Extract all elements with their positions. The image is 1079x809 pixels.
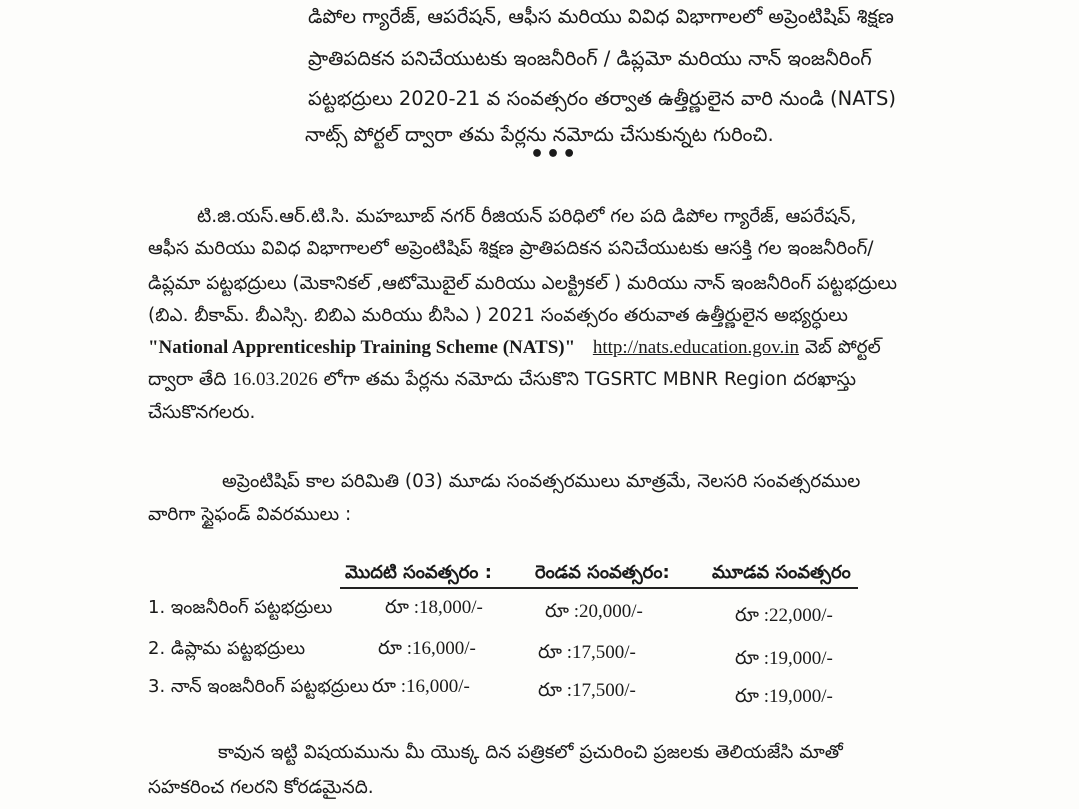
stipend-year-1: రూ :16,000/- (372, 676, 470, 697)
web-portal-text: వెబ్ పోర్టల్ (804, 337, 881, 358)
header-underline (340, 587, 858, 589)
para2-line-1: అప్రెంటిషిప్ కాల పరిమితి (03) మూడు సంవత్సరములు మాత్రమే, నెలసరి సంవత్సరముల (222, 471, 861, 492)
closing-line-1: కావున ఇట్టి విషయమును మీ యొక్క దిన పత్రికలో ప్రచురించి ప్రజలకు తెలియజేసి మాతో (218, 742, 843, 763)
stipend-year-1: రూ :18,000/- (385, 597, 483, 618)
through-date-label: ద్వారా తేది (148, 369, 227, 390)
para1-line-1: టి.జి.యస్.ఆర్.టి.సి. మహబూబ్ నగర్ రీజియన్ పరిధిలో గల పది డిపోల గ్యారేజ్, ఆపరేషన్, (197, 206, 857, 227)
stipend-year-2: రూ :20,000/- (545, 601, 643, 622)
para1-line-3: డిప్లమా పట్టభద్రులు (మెకానికల్ ,ఆటోమొబైల్ మరియు ఎలక్ట్రికల్ ) మరియు నాన్ ఇంజనీరింగ్ పట్టభద్రులు (148, 273, 898, 294)
header-second-year: రెండవ సంవత్సరం: (535, 562, 670, 583)
para1-line-6 (148, 367, 856, 393)
para1-line-4: (బిఎ. బీకామ్. బీఎస్సి. బిబిఎ మరియు బీసిఎ ) 2021 సంవత్సరం తరువాత ఉత్తీర్ణులైన అభ్యర్ధులు (148, 305, 848, 326)
header-third-year: మూడవ సంవత్సరం (712, 562, 851, 583)
row-label: 3. నాన్ ఇంజనీరింగ్ పట్టభద్రులు (148, 676, 369, 697)
subject-line-3: పట్టభద్రులు 2020-21 వ సంవత్సరం తర్వాత ఉత్తీర్ణులైన వారి నుండి (NATS) (308, 87, 896, 110)
separator: ••• (530, 142, 579, 167)
para1-line-5 (148, 335, 881, 361)
stipend-year-2: రూ :17,500/- (538, 680, 636, 701)
register-text: లోగా తమ పేర్లను నమోదు చేసుకొని (323, 369, 579, 390)
stipend-year-3: రూ :19,000/- (735, 686, 833, 707)
nats-scheme-name: "National Apprenticeship Training Scheme (NATS)" (148, 337, 576, 358)
region-name: TGSRTC MBNR Region (584, 369, 788, 390)
stipend-year-3: రూ :22,000/- (735, 605, 833, 626)
closing-line-2: సహకరించ గలరని కోరడమైనది. (148, 777, 374, 798)
para2-line-2: వారిగా స్టైఫండ్ వివరములు : (148, 504, 352, 525)
deadline-date: 16.03.2026 (232, 369, 318, 390)
para1-line-7: చేసుకొనగలరు. (148, 402, 256, 423)
row-label: 1. ఇంజనీరింగ్ పట్టభద్రులు (148, 597, 333, 618)
subject-line-1: డిపోల గ్యారేజ్, ఆపరేషన్, ఆఫీస మరియు వివిధ విభాగాలలో అప్రెంటిషిప్ శిక్షణ (308, 5, 894, 28)
stipend-year-2: రూ :17,500/- (538, 642, 636, 663)
row-label: 2. డిప్లామ పట్టభద్రులు (148, 638, 306, 659)
para1-line-2: ఆఫీస మరియు వివిధ విభాగాలలో అప్రెంటిషిప్ శిక్షణ ప్రాతిపదికన పనిచేయుటకు ఆసక్తి గల ఇంజనీరింగ్/ (148, 238, 874, 259)
nats-portal-link[interactable]: http://nats.education.gov.in (592, 337, 799, 358)
subject-line-4: నాట్స్ పోర్టల్ ద్వారా తమ పేర్లను నమోదు చేసుకున్నట గురించి. (305, 123, 774, 146)
stipend-year-1: రూ :16,000/- (378, 638, 476, 659)
apply-text: దరఖాస్తు (793, 369, 856, 390)
stipend-year-3: రూ :19,000/- (735, 648, 833, 669)
subject-line-2: ప్రాతిపదికన పనిచేయుటకు ఇంజనీరింగ్ / డిప్లమో మరియు నాన్ ఇంజనీరింగ్ (308, 47, 872, 70)
header-first-year: మొదటి సంవత్సరం : (345, 562, 492, 583)
